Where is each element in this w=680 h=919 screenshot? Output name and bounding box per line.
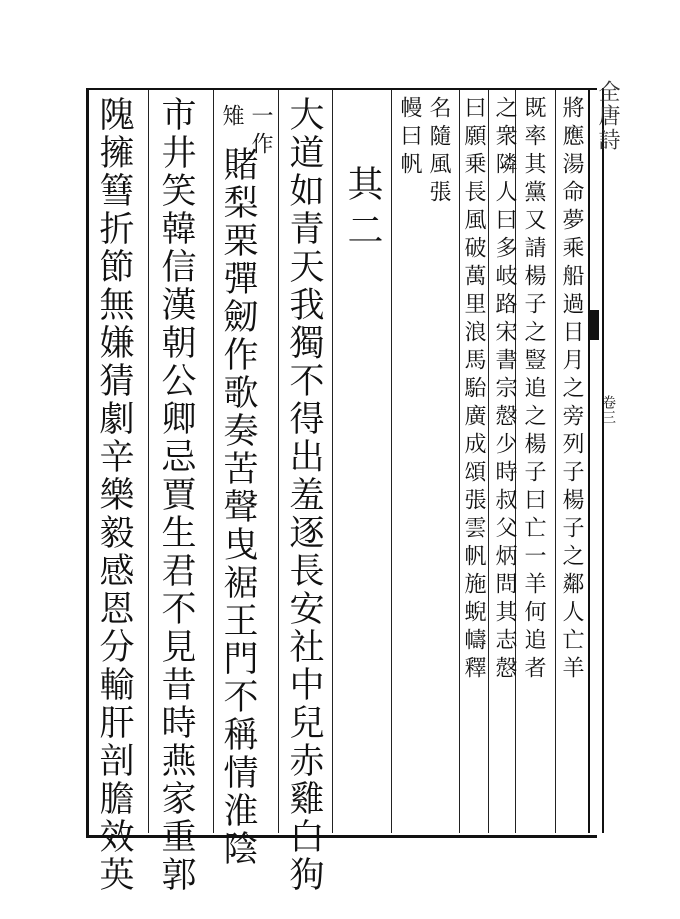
variant-note-1: 一作: [248, 104, 273, 160]
center-gutter: [588, 88, 604, 833]
fishtail-marker: [589, 310, 599, 340]
column-divider: [459, 90, 460, 833]
column-divider: [391, 90, 392, 833]
commentary-column-2: 既率其黨又請楊子之豎追之楊子曰亡一羊何追者: [521, 96, 546, 684]
column-divider: [332, 90, 333, 833]
commentary-column-3: 之衆隣人曰多岐路宋書宗慤少時叔父炳問其志慤: [492, 96, 517, 684]
commentary-column-1: 將應湯命夢乘船過日月之旁列子楊子之鄰人亡羊: [559, 96, 584, 684]
poem-heading: 其二: [342, 165, 383, 257]
commentary-column-6: 幔曰帆: [397, 96, 422, 180]
variant-note-2: 雉: [219, 104, 244, 132]
column-divider: [148, 90, 149, 833]
commentary-column-4: 曰願乗長風破萬里浪馬駘廣成頌張雲帆施蜺幬釋: [461, 96, 486, 684]
poem-column-1: 大道如青天我獨不得出羞逐長安社中兒赤雞白狗: [284, 96, 324, 894]
column-divider: [278, 90, 279, 833]
column-divider: [488, 90, 489, 833]
column-divider: [213, 90, 214, 833]
gutter-volume-label: 卷三: [600, 395, 616, 425]
poem-column-2: 賭梨栗彈劒作歌奏苦聲曳裾王門不稱情淮陰: [218, 146, 258, 868]
commentary-column-5: 名隨風張: [426, 96, 451, 208]
column-divider: [555, 90, 556, 833]
gutter-book-title: 全唐詩: [595, 80, 620, 152]
poem-column-4: 隗擁篲折節無嫌猜劇辛樂毅感恩分輸肝剖膽效英: [94, 96, 134, 894]
poem-column-3: 市井笑韓信漢朝公卿忌賈生君不見昔時燕家重郭: [156, 96, 196, 894]
